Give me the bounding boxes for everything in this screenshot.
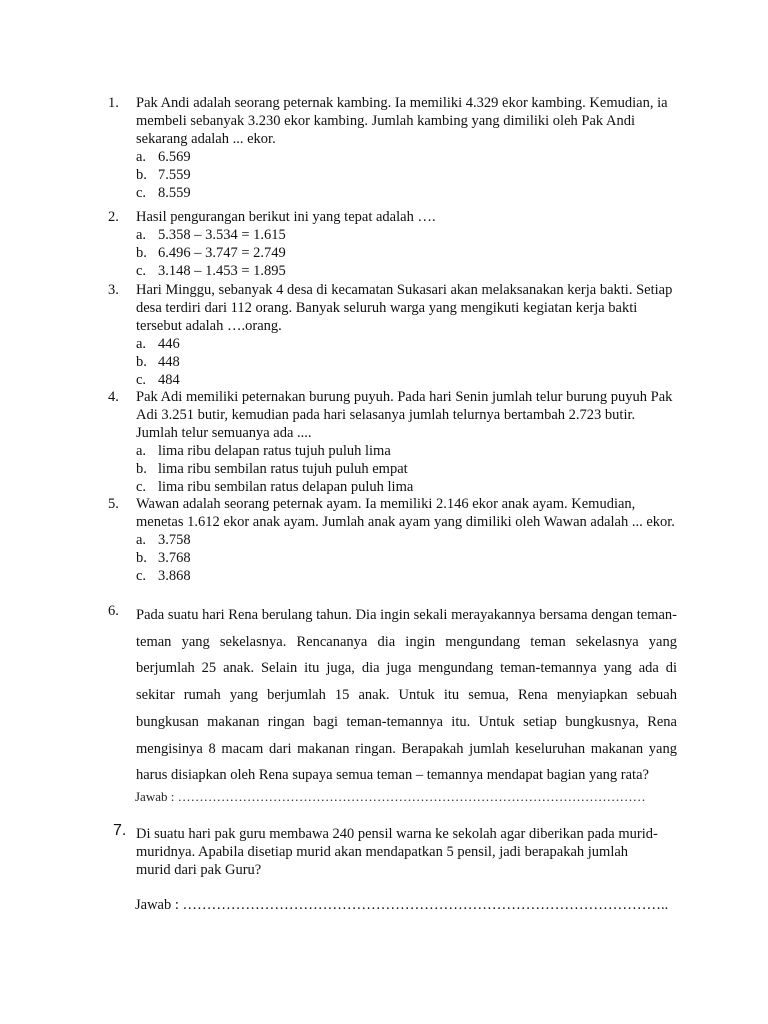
option-text: 7.559 <box>158 167 191 183</box>
option-letter: c. <box>136 263 147 279</box>
question-number: 4. <box>108 389 119 405</box>
option-b <box>136 166 678 184</box>
question-number: 5. <box>108 496 119 512</box>
option-text: 448 <box>158 354 180 370</box>
question-text: Pada suatu hari Rena berulang tahun. Dia ingin sekali merayakannya bersama dengan teman-teman yang sekelasnya. Rencananya dia ingin mengundang teman sekelasnya yang berjumlah 25 anak. Selain itu juga, dia juga mengundang teman-temannya yang ada di sekitar rumah yang berjumlah 15 anak. Untuk itu semua, Rena menyiapkan sebuah bungkusan makanan ringan bagi teman-temannya itu. Untuk setiap bungkusnya, Rena mengisinya 8 macam dari makanan ringan. Berapakah jumlah keseluruhan makanan yang harus disiapkan oleh Rena supaya semua teman – temannya mendapat bagian yang rata? <box>136 607 677 784</box>
option-letter: c. <box>136 185 147 201</box>
option-a <box>136 442 678 460</box>
option-letter: b. <box>136 245 147 261</box>
question-text: Di suatu hari pak guru membawa 240 pensil warna ke sekolah agar diberikan pada murid-muridnya. Apabila disetiap murid akan mendapatkan 5 pensil, jadi berapakah jumlah murid dari pak Guru? <box>136 826 658 878</box>
option-c <box>136 371 678 389</box>
option-text: lima ribu sembilan ratus delapan puluh lima <box>158 479 414 495</box>
option-letter: c. <box>136 568 147 584</box>
option-letter: c. <box>136 372 147 388</box>
option-letter: b. <box>136 461 147 477</box>
question-number: 1. <box>108 95 119 111</box>
question-4 <box>108 388 678 496</box>
options-list <box>136 442 678 496</box>
question-1 <box>108 94 678 202</box>
option-a <box>136 226 678 244</box>
question-number: 6. <box>108 603 119 619</box>
options-list <box>136 148 678 202</box>
option-text: 3.768 <box>158 550 191 566</box>
option-letter: a. <box>136 532 147 548</box>
option-a <box>136 531 678 549</box>
option-b <box>136 353 678 371</box>
option-c <box>136 478 678 496</box>
question-2 <box>108 208 678 280</box>
option-b <box>136 460 678 478</box>
option-letter: b. <box>136 167 147 183</box>
question-text: Hari Minggu, sebanyak 4 desa di kecamatan Sukasari akan melaksanakan kerja bakti. Setiap desa terdiri dari 112 orang. Banyak seluruh warga yang mengikuti kegiatan kerja bakti tersebut adalah ….orang. <box>136 282 673 334</box>
option-text: 3.868 <box>158 568 191 584</box>
question-number: 2. <box>108 209 119 225</box>
option-c <box>136 567 678 585</box>
option-letter: b. <box>136 550 147 566</box>
option-text: 3.758 <box>158 532 191 548</box>
option-text: 484 <box>158 372 180 388</box>
option-text: lima ribu sembilan ratus tujuh puluh empat <box>158 461 408 477</box>
question-6 <box>108 602 678 789</box>
option-text: 8.559 <box>158 185 191 201</box>
question-5 <box>108 495 678 585</box>
question-number: 7. <box>113 822 127 839</box>
option-a <box>136 335 678 353</box>
option-letter: a. <box>136 149 147 165</box>
question-text: Wawan adalah seorang peternak ayam. Ia memiliki 2.146 ekor anak ayam. Kemudian, menetas 1.612 ekor anak ayam. Jumlah anak ayam yang dimiliki oleh Wawan adalah ... ekor. <box>136 496 675 530</box>
options-list <box>136 531 678 585</box>
option-b <box>136 549 678 567</box>
option-letter: a. <box>136 336 147 352</box>
option-letter: b. <box>136 354 147 370</box>
option-c <box>136 184 678 202</box>
option-text: lima ribu delapan ratus tujuh puluh lima <box>158 443 391 459</box>
option-b <box>136 244 678 262</box>
question-text: Hasil pengurangan berikut ini yang tepat adalah …. <box>136 209 436 225</box>
option-text: 3.148 – 1.453 = 1.895 <box>158 263 286 279</box>
options-list <box>136 335 678 389</box>
option-text: 6.569 <box>158 149 191 165</box>
option-text: 446 <box>158 336 180 352</box>
option-letter: c. <box>136 479 147 495</box>
question-7 <box>113 822 683 879</box>
options-list <box>136 226 678 280</box>
question-number: 3. <box>108 282 119 298</box>
option-c <box>136 262 678 280</box>
option-text: 6.496 – 3.747 = 2.749 <box>158 245 286 261</box>
option-letter: a. <box>136 443 147 459</box>
question-text: Pak Adi memiliki peternakan burung puyuh. Pada hari Senin jumlah telur burung puyuh Pak Adi 3.251 butir, kemudian pada hari selasanya jumlah telurnya bertambah 2.723 butir. Jumlah telur semuanya ada .... <box>136 389 673 441</box>
question-3 <box>108 281 678 389</box>
option-text: 5.358 – 3.534 = 1.615 <box>158 227 286 243</box>
question-text: Pak Andi adalah seorang peternak kambing. Ia memiliki 4.329 ekor kambing. Kemudian, ia membeli sebanyak 3.230 ekor kambing. Jumlah kambing yang dimiliki oleh Pak Andi sekarang adalah ... ekor. <box>136 95 668 147</box>
answer-line-7[interactable]: Jawab : ……………………………………………………………………………………….. <box>135 897 669 913</box>
answer-line-6[interactable]: Jawab : ……………………………………………………………………………………………… <box>135 789 646 804</box>
option-letter: a. <box>136 227 147 243</box>
option-a <box>136 148 678 166</box>
